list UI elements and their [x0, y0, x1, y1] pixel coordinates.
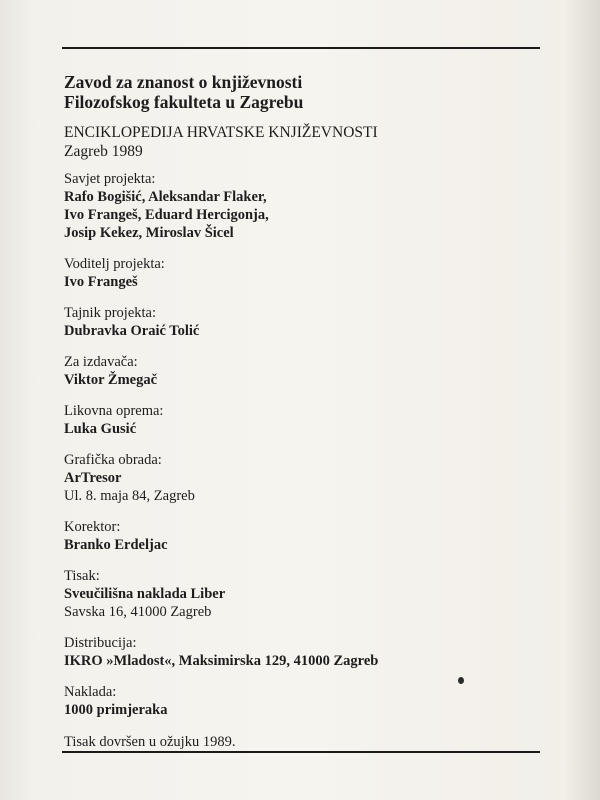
credit-value: Ivo Frangeš, Eduard Hercigonja, — [64, 207, 269, 223]
credit-value: 1000 primjeraka — [64, 702, 168, 718]
credit-value: ArTresor — [64, 470, 122, 486]
credit-value: Luka Gusić — [64, 421, 137, 437]
credit-label: Likovna oprema: — [64, 403, 164, 419]
credit-distribucija — [64, 634, 544, 670]
series-block — [64, 123, 544, 161]
series-title: ENCIKLOPEDIJA HRVATSKE KNJIŽEVNOSTI — [64, 124, 378, 141]
credit-korektor — [64, 518, 544, 554]
credit-label: Voditelj projekta: — [64, 256, 165, 272]
credit-savjet — [64, 170, 544, 242]
credit-graficka — [64, 451, 544, 505]
credit-label: Naklada: — [64, 684, 117, 700]
credit-value: IKRO »Mladost«, Maksimirska 129, 41000 Zagreb — [64, 653, 379, 669]
institution-line-1: Zavod za znanost o književnosti — [64, 72, 303, 92]
credit-label: Savjet projekta: — [64, 171, 156, 187]
credit-value: Sveučilišna naklada Liber — [64, 586, 226, 602]
credit-tisak — [64, 567, 544, 621]
credit-voditelj — [64, 255, 544, 291]
credit-label: Distribucija: — [64, 635, 137, 651]
credit-value: Ivo Frangeš — [64, 274, 138, 290]
credit-value: Josip Kekez, Miroslav Šicel — [64, 225, 234, 241]
credit-tajnik — [64, 304, 544, 340]
credit-label: Tajnik projekta: — [64, 305, 156, 321]
credit-value: Rafo Bogišić, Aleksandar Flaker, — [64, 189, 267, 205]
bottom-rule — [62, 751, 540, 753]
place-year: Zagreb 1989 — [64, 143, 143, 160]
credit-izdavac — [64, 353, 544, 389]
credit-label: Za izdavača: — [64, 354, 138, 370]
top-rule — [62, 47, 540, 49]
credit-label: Tisak: — [64, 568, 100, 584]
print-completed-note: Tisak dovršen u ožujku 1989. — [64, 734, 236, 750]
credit-value: Branko Erdeljac — [64, 537, 168, 553]
ink-spot — [458, 677, 464, 684]
credit-value: Dubravka Oraić Tolić — [64, 323, 200, 339]
credit-value: Viktor Žmegač — [64, 372, 158, 388]
credit-naklada — [64, 683, 544, 719]
credit-address: Savska 16, 41000 Zagreb — [64, 604, 212, 620]
credit-label: Korektor: — [64, 519, 121, 535]
imprint-page — [64, 72, 544, 751]
credit-address: Ul. 8. maja 84, Zagreb — [64, 488, 195, 504]
credit-label: Grafička obrada: — [64, 452, 162, 468]
credit-likovna — [64, 402, 544, 438]
institution-line-2: Filozofskog fakulteta u Zagrebu — [64, 92, 304, 112]
